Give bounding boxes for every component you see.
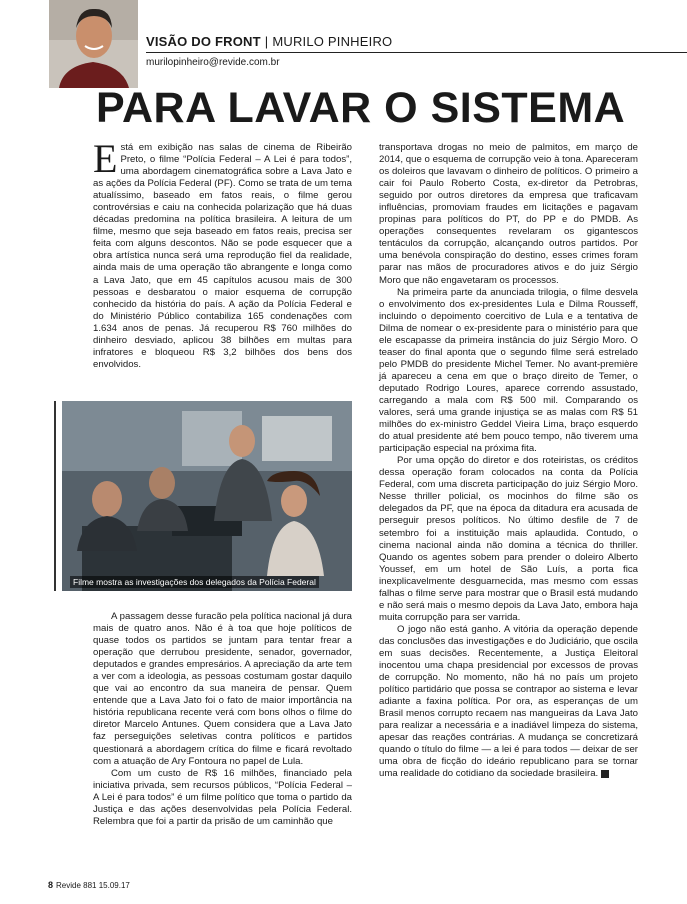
paragraph-text: O jogo não está ganho. A vitória da operação depende das conclusões das investigações e do Judiciário, que oscila em suas decisões. Recentemente, a Justiça Eleitoral inocentou uma chapa presidencial por excessos de provas de corrupção. No momento, não há no país um projeto político partidário que possa se contrapor ao sistema e levar adiante a faxina política. Por ora, as esperanças de um Brasil menos corrupto recaem nas mangueiras da Lava Jato para realizar a necessária e a inadiável limpeza do sistema, apesar das reações contrárias. A mudança se concretizará quando o título do filme — a lei é para todos — deixar de ser uma obra de ficção do ideário republicano para se tornar uma realidade do cotidiano da sociedade brasileira.	[379, 623, 638, 780]
paragraph: Com um custo de R$ 16 milhões, financiado pela iniciativa privada, sem recursos públicos, “Polícia Federal – A Lei é para todos” é um filme político que toma o partido da Justiça e das ações desenvolvidas pela Polícia Federal. Relembra que foi a partir da prisão de um caminhão que	[93, 767, 352, 827]
column-name: VISÃO DO FRONT	[146, 34, 261, 49]
movie-still	[62, 401, 352, 591]
column-header	[146, 34, 392, 49]
author-photo	[49, 0, 138, 88]
headline: PARA LAVAR O SISTEMA	[96, 84, 626, 132]
column-1-top	[93, 136, 352, 371]
issue-info: Revide 881 15.09.17	[56, 881, 130, 890]
page-footer	[48, 880, 130, 890]
header-rule	[146, 52, 687, 53]
header-separator: |	[264, 34, 269, 49]
paragraph	[379, 624, 638, 781]
paragraph: A passagem desse furacão pela política nacional já dura mais de quatro anos. Não é à toa que hoje políticos de quase todos os partidos se juntam para tentar frear a operação que derrubou presidente, senador, governador, deputados e grandes empresários. A apreciação da arte tem a ver com a ideologia, as pessoas costumam gostar daquilo que vai ao encontro da sua maneira de pensar. Quem entende que a Lava Jato foi o fato de maior importância na história republicana recente verá com bons olhos o filme do diretor Marcelo Antunes. Quem considera que a Lava Jato faz perseguições seletivas contra políticos e partidos questionará a abordagem crítica do filme e ficará revoltado com a atuação de Ary Fontoura no papel de Lula.	[93, 611, 352, 767]
page-number: 8	[48, 880, 54, 890]
author-email: murilopinheiro@revide.com.br	[146, 57, 280, 68]
paragraph: Na primeira parte da anunciada trilogia, o filme desvela o envolvimento dos ex-presidentes Lula e Dilma Rousseff, incluindo o depoimento coercitivo de Lula e a tentativa de Dilma de nomear o ex-presidente para o ministério para que ele escapasse da primeira instância do juiz Sérgio Moro. O teaser do final aponta que o segundo filme será estrelado pelo PMDB do presidente Michel Temer. No avant-première já apareceu a cena em que o braço direito de Temer, o deputado Rodrigo Loures, aparece correndo assustado, carregando a mala com R$ 500 mil. Comparando os valores, será uma grande injustiça se as malas com R$ 51 milhões do ex-ministro Geddel Vieira Lima, braço esquerdo do atual presidente até bem pouco tempo, não tiverem uma participação especial na próxima fita.	[379, 286, 638, 455]
author-name: MURILO PINHEIRO	[272, 34, 393, 49]
paragraph: Por uma opção do diretor e dos roteiristas, os créditos dessa operação foram colocados na conta da Polícia Federal, com uma discreta participação do juiz Sérgio Moro. Nesse thriller policial, os mocinhos do filme são os delegados da PF, que na época da ditadura era acusada de perseguir presos políticos. No último desfile de 7 de setembro foi a instituição mais aplaudida. Contudo, o cinema nacional ainda não domina a técnica do thriller. Quando os agentes sobem para prender o doleiro Alberto Youssef, em um hotel de São Luís, a porta fica inexplicavelmente desguarnecida, mas mesmo com essas falhas o filme serve para mostrar que o Brasil está mudando e não será mais o mesmo depois da Lava Jato, embora haja muita corrupção para ser varrida.	[379, 455, 638, 623]
paragraph: transportava drogas no meio de palmitos, em março de 2014, que o esquema de corrupção veio à tona. Apareceram os doleiros que lavavam o dinheiro de políticos. O primeiro a cair foi Paulo Roberto Costa, ex-diretor da Petrobras, seguido por outros diretores da empresa que traficavam influências, promoviam fraudes em licitações e pagavam propinas para políticos do PT, do PP e do PMDB. As operações consequentes revelaram os gigantescos tentáculos da corrupção, alcançando outros partidos. Por uma benévola conspiração do destino, esses crimes foram parar nas mãos de procuradores ativos e do juiz Sérgio Moro que não engavetaram os processos.	[379, 142, 638, 286]
column-1-bottom	[93, 611, 352, 828]
paragraph	[93, 136, 352, 371]
column-2	[379, 142, 638, 780]
dropcap: E	[93, 136, 118, 181]
photo-side-rule	[54, 401, 56, 591]
photo-caption: Filme mostra as investigações dos delegados da Polícia Federal	[70, 576, 319, 588]
paragraph-text: stá em exibição nas salas de cinema de Ribeirão Preto, o filme “Polícia Federal – A Lei é para todos”, uma abordagem cinematográfica sobre a Lava Jato e as ações da Polícia Federal (PF). Como se trata de um tema atualíssimo, baseado em fatos reais, o filme gerou controvérsias e caiu na conhecida polarização que há duas décadas predomina na política brasileira. A leitura de um filme, mesmo que seja baseado em fatos reais, precisa ser feita com alguns descontos. Não se pode esquecer que a obra artística nunca será uma reprodução fiel da realidade, ainda mais de uma operação tão abrangente e longa como a Lava Jato, que em 45 capítulos acusou mais de 300 pessoas e desbaratou o maior esquema de corrupção conhecido da história do país. A ação da Polícia Federal e do Ministério Público contabiliza 165 condenações com 1.634 anos de penas. Já recuperou R$ 760 milhões do dinheiro desviado, aplicou 38 bilhões em multas para infratores e bloqueou R$ 3,2 bilhões dos bens dos envolvidos.	[93, 142, 352, 370]
end-mark-icon	[601, 770, 609, 778]
